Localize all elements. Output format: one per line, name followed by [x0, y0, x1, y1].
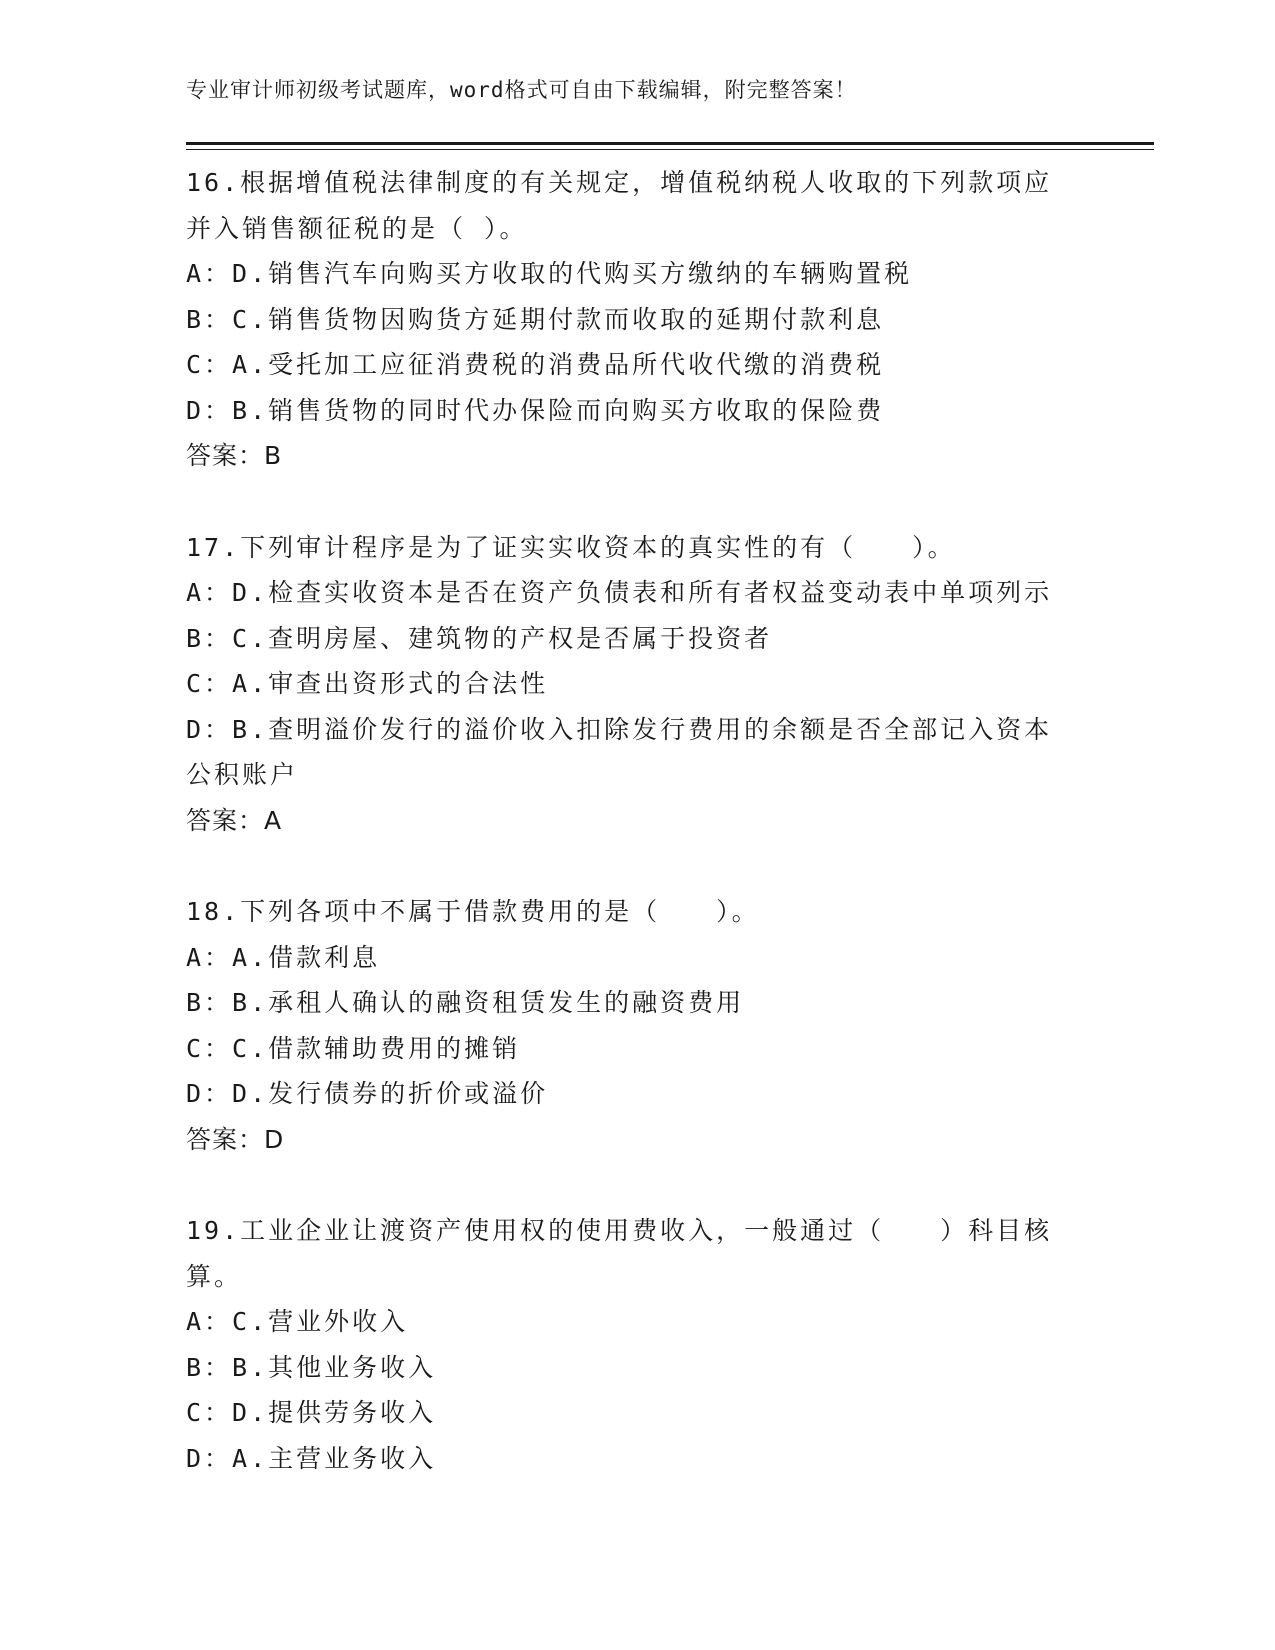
option-d: D：A.主营业务收入: [186, 1443, 437, 1473]
option-d: D：D.发行债券的折价或溢价: [186, 1079, 549, 1108]
answer-line: 答案：B: [186, 441, 283, 470]
question-16: [186, 160, 1076, 479]
question-stem-line: 并入销售额征税的是（ ）。: [186, 213, 528, 243]
option-a: A：D.销售汽车向购买方收取的代购买方缴纳的车辆购置税: [186, 259, 913, 288]
option-c: C：D.提供劳务收入: [186, 1398, 437, 1427]
question-stem-line: 16.根据增值税法律制度的有关规定，增值税纳税人收取的下列款项应: [186, 168, 1053, 197]
answer-line: 答案：A: [186, 805, 283, 835]
question-stem-line: 算。: [186, 1261, 243, 1291]
option-d: D：B.销售货物的同时代办保险而向购买方收取的保险费: [186, 395, 885, 425]
question-stem-line: 18.下列各项中不属于借款费用的是（ ）。: [186, 897, 760, 926]
option-c: C：A.审查出资形式的合法性: [186, 669, 549, 698]
question-17: [186, 525, 1076, 844]
option-a: A：A.借款利息: [186, 942, 381, 972]
option-a: A：C.营业外收入: [186, 1307, 409, 1336]
question-stem-line: 19.工业企业让渡资产使用权的使用费收入，一般通过（ ）科目核: [186, 1216, 1053, 1245]
question-19: [186, 1208, 1076, 1481]
option-b: B：C.销售货物因购货方延期付款而收取的延期付款利息: [186, 304, 885, 334]
answer-line: 答案：D: [186, 1124, 285, 1154]
option-c: C：A.受托加工应征消费税的消费品所代收代缴的消费税: [186, 350, 885, 379]
option-d: D：B.查明溢价发行的溢价收入扣除发行费用的余额是否全部记入资本: [186, 714, 1053, 744]
question-stem-line: 17.下列审计程序是为了证实实收资本的真实性的有（ ）。: [186, 532, 956, 562]
question-list: [186, 160, 1076, 1527]
header-rule-thin: [186, 149, 1154, 150]
option-d-continuation: 公积账户: [186, 760, 299, 789]
page-header: 专业审计师初级考试题库，word格式可自由下载编辑，附完整答案！: [186, 78, 857, 102]
option-b: B：B.其他业务收入: [186, 1352, 437, 1382]
option-a: A：D.检查实收资本是否在资产负债表和所有者权益变动表中单项列示: [186, 578, 1053, 607]
option-c: C：C.借款辅助费用的摊销: [186, 1033, 521, 1063]
option-b: B：C.查明房屋、建筑物的产权是否属于投资者: [186, 623, 773, 653]
option-b: B：B.承租人确认的融资租赁发生的融资费用: [186, 988, 745, 1017]
header-rule-thick: [186, 142, 1154, 145]
question-18: [186, 889, 1076, 1162]
